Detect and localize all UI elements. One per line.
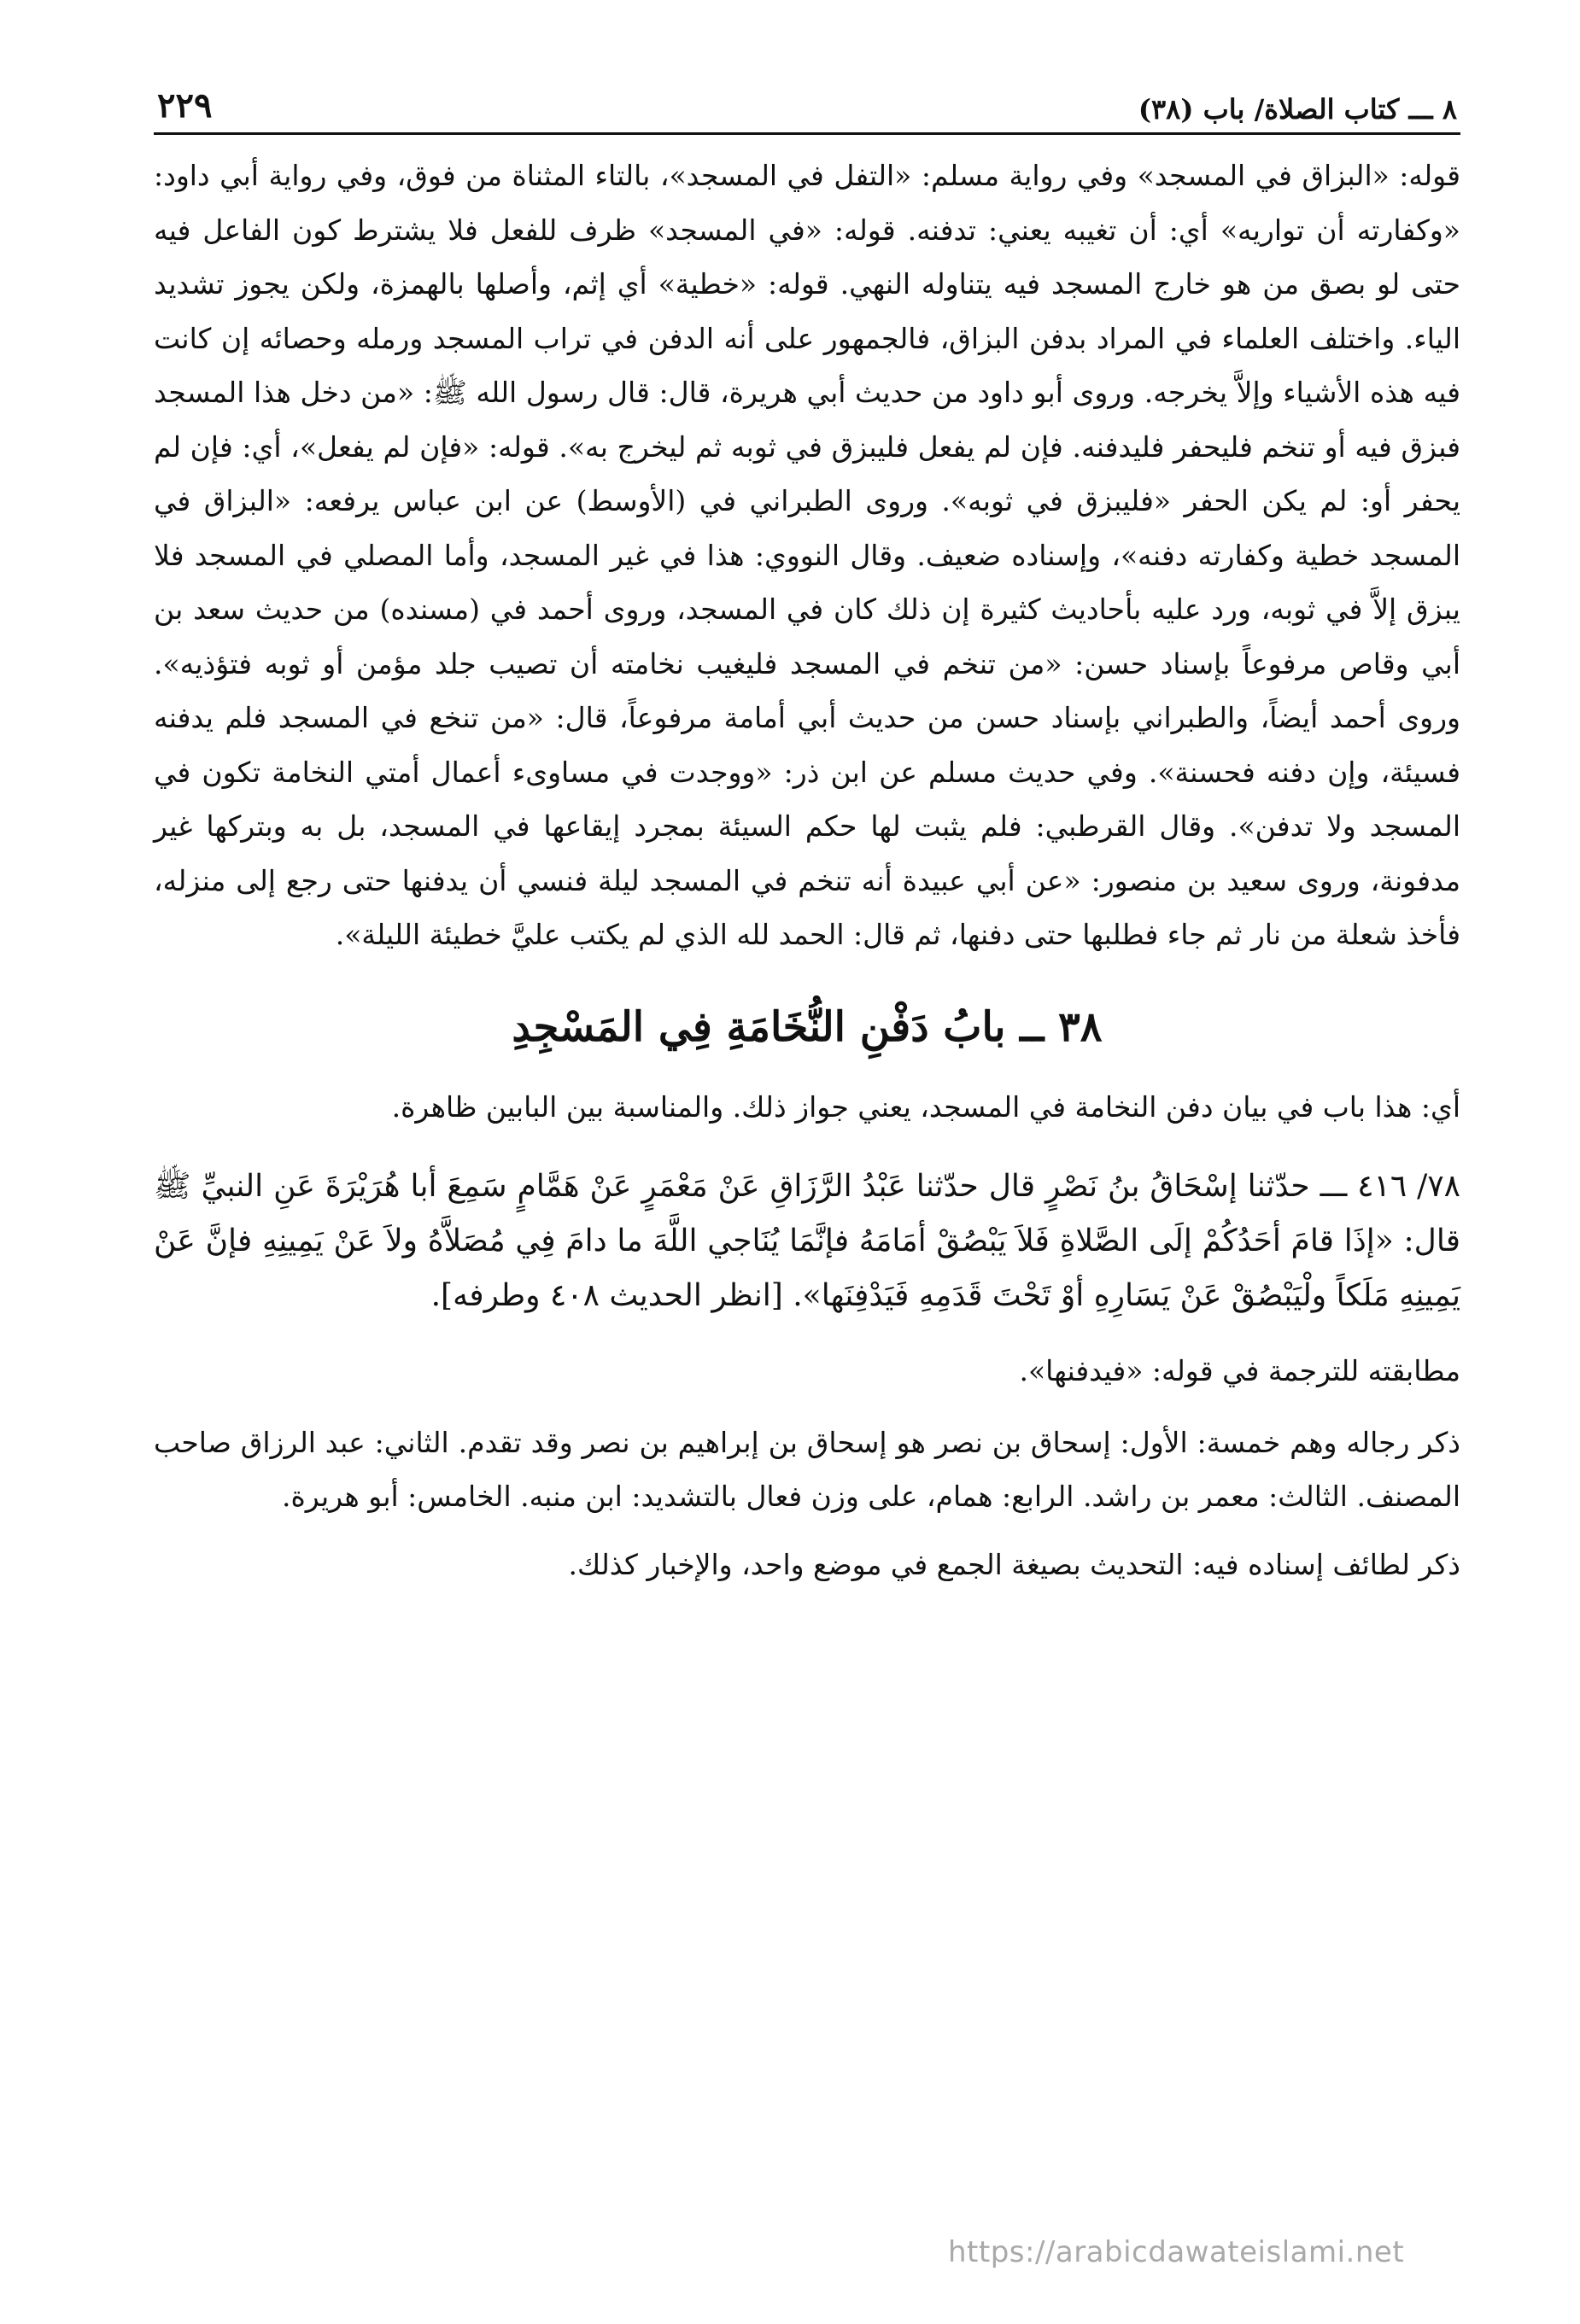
narrators-text: ذكر رجاله وهم خمسة: الأول: إسحاق بن نصر هو إسحاق بن إبراهيم بن نصر وقد تقدم. الثاني: عبد الرزاق صاحب المصنف. الثالث: معمر بن راشد. الرابع: همام، على وزن فعال بالتشديد: ابن منبه. الخامس: أبو هريرة.: [154, 1425, 1460, 1513]
chain-subtleties-text: ذكر لطائف إسناده فيه: التحديث بصيغة الجمع في موضع واحد، والإخبار كذلك.: [568, 1547, 1460, 1581]
book-page: [154, 85, 1460, 2271]
narrators-section: [154, 1416, 1460, 1524]
source-watermark: https://arabicdawateislami.net: [948, 2235, 1405, 2269]
hadith-block: [154, 1159, 1460, 1323]
chain-subtleties-section: [154, 1538, 1460, 1592]
correspondence-text: مطابقته للترجمة في قوله: «فيدفنها».: [1019, 1354, 1460, 1387]
correspondence-note: [154, 1344, 1460, 1398]
page-number: ٢٢٩: [157, 85, 213, 126]
chapter-heading: ٣٨ ــ بابُ دَفْنِ النُّخَامَةِ فِي المَسْجِدِ: [512, 1002, 1103, 1051]
running-header: [154, 85, 1460, 135]
hadith-text: ٧٨/ ٤١٦ ـــ حدّثنا إسْحَاقُ بنُ نَصْرٍ قال حدّثنا عَبْدُ الرَّزَاقِ عَنْ مَعْمَرٍ عَنْ هَمَّامٍ سَمِعَ أبا هُرَيْرَةَ عَنِ النبيِّ ﷺ قال: «إذَا قامَ أحَدُكُمْ إلَى الصَّلاةِ فَلاَ يَبْصُقْ أمَامَهُ فإنَّمَا يُنَاجي اللَّهَ ما دامَ فِي مُصَلاَّهُ ولاَ عَنْ يَمِينِهِ فإنَّ عَنْ يَمِينِهِ مَلَكاً ولْيَبْصُقْ عَنْ يَسَارِهِ أوْ تَحْتَ قَدَمِهِ فَيَدْفِنَها». [انظر الحديث ٤٠٨ وطرفه].: [154, 1169, 1460, 1313]
commentary-paragraph: قوله: «البزاق في المسجد» وفي رواية مسلم: «التفل في المسجد»، بالتاء المثناة من فوق، وفي رواية أبي داود: «وكفارته أن تواريه» أي: أن تغيبه يعني: تدفنه. قوله: «في المسجد» ظرف للفعل فلا يشترط كون الفاعل فيه حتى لو بصق من هو خارج المسجد فيه يتناوله النهي. قوله: «خطية» أي إثم، وأصلها بالهمزة، ولكن يجوز تشديد الياء. واختلف العلماء في المراد بدفن البزاق، فالجمهور على أنه الدفن في تراب المسجد ورمله وحصائه إن كانت فيه هذه الأشياء وإلاَّ يخرجه. وروى أبو داود من حديث أبي هريرة، قال: قال رسول الله ﷺ: «من دخل هذا المسجد فبزق فيه أو تنخم فليحفر فليدفنه. فإن لم يفعل فليبزق في ثوبه ثم ليخرج به». قوله: «فإن لم يفعل»، أي: فإن لم يحفر أو: لم يكن الحفر «فليبزق في ثوبه». وروى الطبراني في (الأوسط) عن ابن عباس يرفعه: «البزاق في المسجد خطية وكفارته دفنه»، وإسناده ضعيف. وقال النووي: هذا في غير المسجد، وأما المصلي في المسجد فلا يبزق إلاَّ في ثوبه، ورد عليه بأحاديث كثيرة إن ذلك كان في المسجد، وروى أحمد في (مسنده) من حديث سعد بن أبي وقاص مرفوعاً بإسناد حسن: «من تنخم في المسجد فليغيب نخامته أن تصيب جلد مؤمن أو ثوبه فتؤذيه». وروى أحمد أيضاً، والطبراني بإسناد حسن من حديث أبي أمامة مرفوعاً، قال: «من تنخع في المسجد فلم يدفنه فسيئة، وإن دفنه فحسنة». وفي حديث مسلم عن ابن ذر: «ووجدت في مساوىء أعمال أمتي النخامة تكون في المسجد ولا تدفن». وقال القرطبي: فلم يثبت لها حكم السيئة بمجرد إيقاعها في المسجد، بل به وبتركها غير مدفونة، وروى سعيد بن منصور: «عن أبي عبيدة أنه تنخم في المسجد ليلة فنسي أن يدفنها حتى رجع إلى منزله، فأخذ شعلة من نار ثم جاء فطلبها حتى دفنها، ثم قال: الحمد لله الذي لم يكتب عليَّ خطيئة الليلة».: [154, 159, 1460, 951]
chapter-intro: [154, 1080, 1460, 1135]
commentary-section: [154, 149, 1460, 962]
running-title: ٨ ـــ كتاب الصلاة/ باب (٣٨): [1138, 93, 1457, 126]
chapter-intro-text: أي: هذا باب في بيان دفن النخامة في المسجد، يعني جواز ذلك. والمناسبة بين البابين ظاهرة.: [391, 1089, 1460, 1124]
